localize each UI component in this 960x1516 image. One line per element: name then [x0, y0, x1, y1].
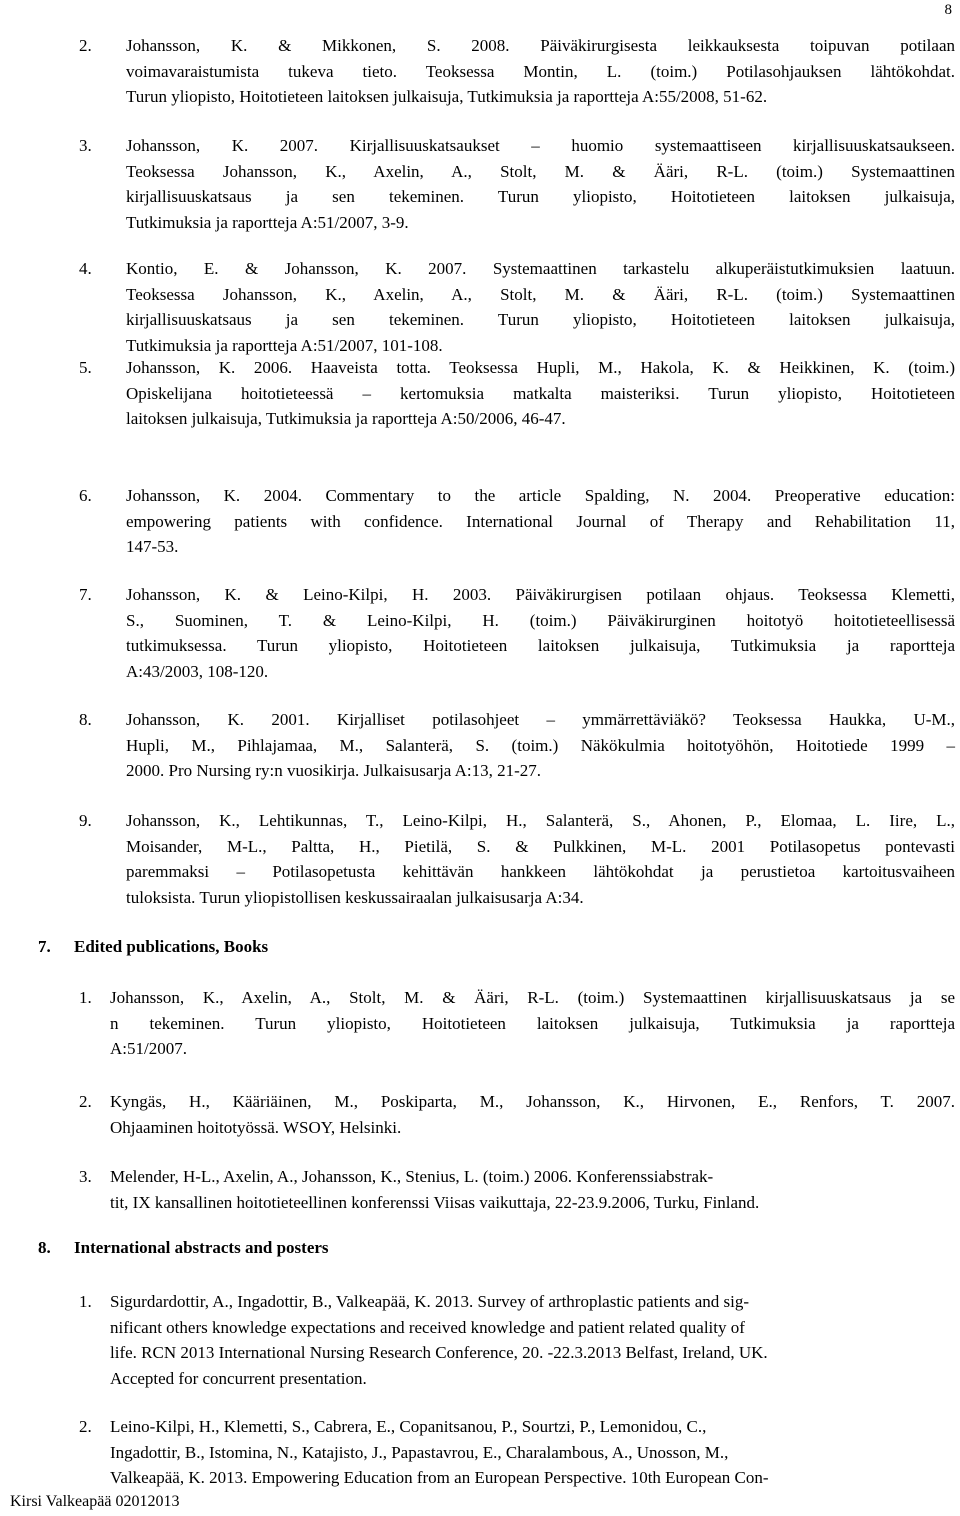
reference-line: Johansson, K. & Leino-Kilpi, H. 2003. Päiväkirurgisen potilaan ohjaus. Teoksessa Klemetti, [126, 585, 955, 604]
reference-line: empowering patients with confidence. International Journal of Therapy and Rehabilitation 11, [126, 511, 955, 531]
reference-entry [79, 1289, 955, 1391]
reference-entry [79, 256, 955, 358]
reference-number: 3. [79, 1167, 92, 1186]
reference-line: n tekeminen. Turun yliopisto, Hoitotieteen laitoksen julkaisuja, Tutkimuksia ja raportteja [110, 1013, 955, 1033]
reference-line: Melender, H-L., Axelin, A., Johansson, K., Stenius, L. (toim.) 2006. Konferenssiabstrak- [110, 1167, 714, 1186]
reference-line: A:51/2007. [110, 1039, 187, 1058]
reference-line: Accepted for concurrent presentation. [110, 1368, 367, 1388]
reference-line: paremmaksi – Potilasopetusta kehittävän hankkeen lähtökohdat ja perustietoa kartoitusvaiheen [126, 862, 955, 881]
reference-line: A:43/2003, 108-120. [126, 661, 269, 681]
section-heading [38, 937, 268, 957]
reference-line: Moisander, M-L., Paltta, H., Pietilä, S. & Pulkkinen, M-L. 2001 Potilasopetus pontevasti [126, 836, 955, 856]
reference-line: Tutkimuksia ja raportteja A:51/2007, 3-9. [126, 212, 409, 232]
reference-line: Opiskelijana hoitotieteessä – kertomuksia matkalta maisteriksi. Turun yliopisto, Hoitotieteen [126, 383, 955, 403]
reference-number: 8. [79, 710, 92, 729]
reference-line: laitoksen julkaisuja, Tutkimuksia ja raportteja A:50/2006, 46-47. [126, 409, 566, 428]
reference-number: 9. [79, 811, 92, 830]
reference-line: voimavaraistumista tukeva tieto. Teoksessa Montin, L. (toim.) Potilasohjauksen lähtökohdat. [126, 61, 955, 81]
reference-entry [79, 985, 955, 1062]
reference-line: 147-53. [126, 537, 179, 556]
reference-line: S., Suominen, T. & Leino-Kilpi, H. (toim.) Päiväkirurginen hoitotyö hoitotieteellisessä [126, 610, 955, 630]
reference-line: nificant others knowledge expectations and received knowledge and patient related quality of [110, 1317, 745, 1337]
footer-author-date: Kirsi Valkeapää 02012013 [10, 1493, 180, 1510]
reference-number: 4. [79, 259, 92, 278]
reference-entry [79, 133, 955, 235]
reference-line: Tutkimuksia ja raportteja A:51/2007, 101-108. [126, 335, 443, 355]
reference-line: Johansson, K. 2004. Commentary to the article Spalding, N. 2004. Preoperative education: [126, 486, 955, 505]
reference-line: Johansson, K., Lehtikunnas, T., Leino-Kilpi, H., Salanterä, S., Ahonen, P., Elomaa, L. Iire, L., [126, 811, 955, 830]
reference-line: Sigurdardottir, A., Ingadottir, B., Valkeapää, K. 2013. Survey of arthroplastic patients and sig- [110, 1292, 750, 1311]
reference-entry [79, 355, 955, 432]
reference-number: 2. [79, 36, 92, 55]
reference-number: 1. [79, 988, 92, 1007]
reference-number: 7. [79, 585, 92, 604]
reference-line: Hupli, M., Pihlajamaa, M., Salanterä, S. (toim.) Näkökulmia hoitotyöhön, Hoitotiede 1999 – [126, 735, 955, 755]
reference-number: 5. [79, 358, 92, 377]
reference-line: kirjallisuuskatsaus ja sen tekeminen. Turun yliopisto, Hoitotieteen laitoksen julkaisuja, [126, 187, 955, 206]
reference-entry [79, 582, 955, 684]
reference-line: Teoksessa Johansson, K., Axelin, A., Stolt, M. & Ääri, R-L. (toim.) Systemaattinen [126, 161, 955, 181]
reference-line: tuloksista. Turun yliopistollisen keskussairaalan julkaisusarja A:34. [126, 887, 584, 907]
reference-line: Johansson, K., Axelin, A., Stolt, M. & Ääri, R-L. (toim.) Systemaattinen kirjallisuuskatsaus ja se [110, 988, 955, 1007]
reference-entry [79, 1164, 955, 1215]
reference-line: Teoksessa Johansson, K., Axelin, A., Stolt, M. & Ääri, R-L. (toim.) Systemaattinen [126, 284, 955, 304]
reference-entry [79, 1414, 955, 1491]
page-number: 8 [944, 2, 952, 18]
reference-number: 2. [79, 1417, 92, 1436]
reference-number: 1. [79, 1292, 92, 1311]
reference-line: Johansson, K. 2007. Kirjallisuuskatsaukset – huomio systemaattiseen kirjallisuuskatsaukseen. [126, 136, 955, 155]
reference-entry [79, 1089, 955, 1140]
reference-line: Kyngäs, H., Kääriäinen, M., Poskiparta, M., Johansson, K., Hirvonen, E., Renfors, T. 2007. [110, 1092, 955, 1111]
reference-line: 2000. Pro Nursing ry:n vuosikirja. Julkaisusarja A:13, 21-27. [126, 761, 542, 780]
section-heading [38, 1238, 329, 1258]
section-number: 8. [38, 1238, 51, 1257]
reference-line: tutkimuksessa. Turun yliopisto, Hoitotieteen laitoksen julkaisuja, Tutkimuksia ja raportteja [126, 636, 955, 655]
reference-line: Johansson, K. & Mikkonen, S. 2008. Päiväkirurgisesta leikkauksesta toipuvan potilaan [126, 36, 955, 55]
reference-line: Leino-Kilpi, H., Klemetti, S., Cabrera, E., Copanitsanou, P., Sourtzi, P., Lemonidou, C., [110, 1417, 707, 1436]
reference-entry [79, 808, 955, 910]
reference-entry [79, 33, 955, 110]
reference-line: kirjallisuuskatsaus ja sen tekeminen. Turun yliopisto, Hoitotieteen laitoksen julkaisuja, [126, 310, 955, 329]
reference-line: Valkeapää, K. 2013. Empowering Education from an European Perspective. 10th European Con- [110, 1468, 769, 1487]
reference-line: life. RCN 2013 International Nursing Research Conference, 20. -22.3.2013 Belfast, Ireland, UK. [110, 1343, 768, 1362]
reference-line: Turun yliopisto, Hoitotieteen laitoksen julkaisuja, Tutkimuksia ja raportteja A:55/2008, 51-62. [126, 87, 768, 106]
reference-line: Ingadottir, B., Istomina, N., Katajisto, J., Papastavrou, E., Charalambous, A., Unosson, M., [110, 1442, 729, 1462]
reference-line: Kontio, E. & Johansson, K. 2007. Systemaattinen tarkastelu alkuperäistutkimuksien laatuun. [126, 259, 955, 278]
section-title: Edited publications, Books [74, 937, 269, 956]
reference-number: 3. [79, 136, 92, 155]
reference-number: 2. [79, 1092, 92, 1111]
reference-entry [79, 483, 955, 560]
reference-line: Ohjaaminen hoitotyössä. WSOY, Helsinki. [110, 1117, 402, 1137]
reference-line: Johansson, K. 2001. Kirjalliset potilasohjeet – ymmärrettäviäkö? Teoksessa Haukka, U-M., [126, 710, 955, 729]
reference-number: 6. [79, 486, 92, 505]
reference-entry [79, 707, 955, 784]
section-title: International abstracts and posters [74, 1238, 329, 1257]
reference-line: Johansson, K. 2006. Haaveista totta. Teoksessa Hupli, M., Hakola, K. & Heikkinen, K. (toim.) [126, 358, 955, 377]
reference-line: tit, IX kansallinen hoitotieteellinen konferenssi Viisas vaikuttaja, 22-23.9.2006, Turku, Finland. [110, 1192, 760, 1212]
section-number: 7. [38, 937, 51, 956]
